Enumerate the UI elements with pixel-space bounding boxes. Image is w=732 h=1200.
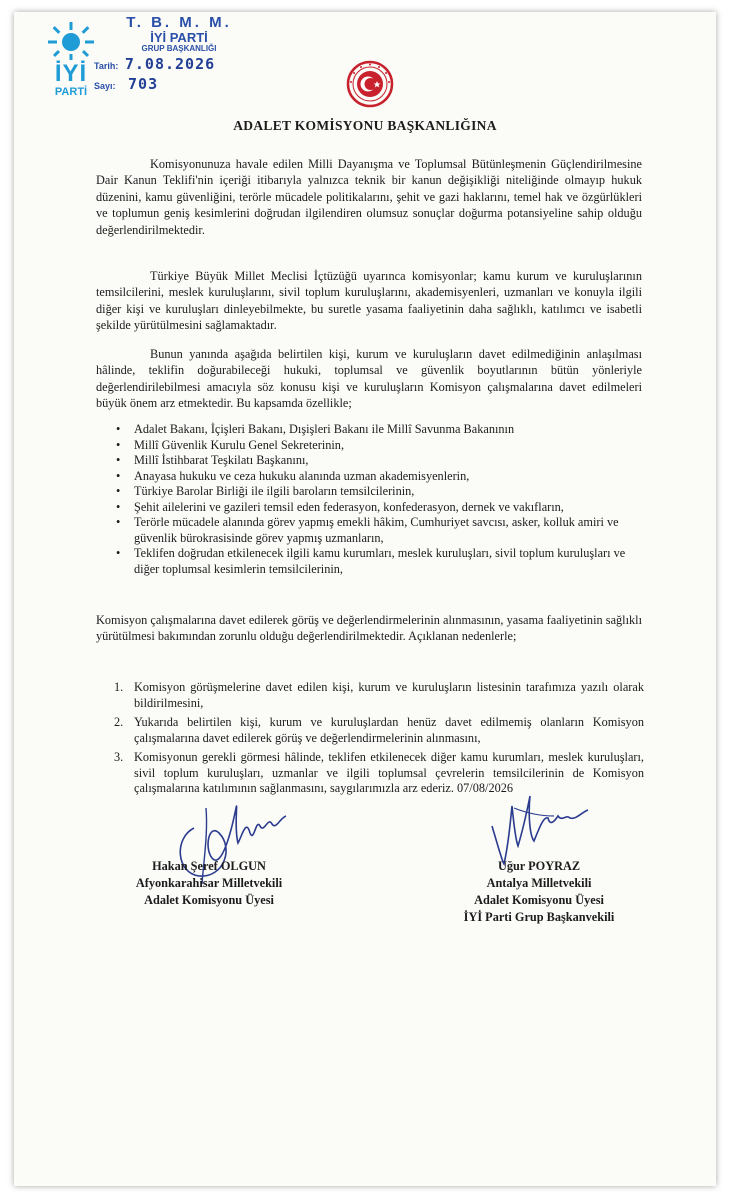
stamp-line1: T. B. M. M. [126,14,232,31]
paragraph-1 [96,156,642,238]
logo-text: İYİ [54,60,88,87]
list-item [114,680,644,711]
signer-position: İYİ Parti Grup Başkanvekili [463,910,615,924]
paragraph-4 [96,612,642,645]
list-number: 2. [114,715,124,729]
signer-name: Hakan Şeref OLGUN [152,859,266,873]
signer-name: Uğur POYRAZ [497,859,581,873]
stamp-date-label: Tarih: [94,61,119,71]
paragraph-4-text: Komisyon çalışmalarına davet edilerek görüş ve değerlendirmelerinin alınmasının, yasama faaliyetinin sağlıklı yürütülmesi bakımından zorunlu olduğu değerlendirilmektedir. Açıklanan nedenlerle; [96,613,642,644]
paragraph-3-text: Bunun yanında aşağıda belirtilen kişi, kurum ve kuruluşların davet edilmediğinin anlaşılması hâlinde, teklifin doğurabileceği hukuki, toplumsal ve güvenlik boyutlarının bütün yönleriyle değerlendirilebilmesi amacıyla söz konusu kişi ve kuruluşların Komisyon çalışmalarına davet edilmeleri büyük önem arz etmektedir. Bu kapsamda özellikle; [96,347,642,411]
invitee-bullet-list [114,422,644,577]
stamp-number-row [94,75,264,93]
list-item: • Anayasa hukuku ve ceza hukuku alanında uzman akademisyenlerin, [114,469,644,485]
registration-stamp [94,14,264,93]
signature-block-olgun [114,858,304,909]
paragraph-1-text: Komisyonunuza havale edilen Milli Dayanışma ve Toplumsal Bütünleşmenin Güçlendirilmesine Dair Kanun Teklifi'nin içeriği itibarıyla yalnızca teknik bir kanun değişikliği niteliğinde olmayıp hukuk düzenini, kamu güvenliğini, terörle mücadele politikalarını, şehit ve gazi haklarını, temel hak ve özgürlükleri ve toplumun geniş kesimlerini doğrudan ilgilendiren olumsuz sonuçlar doğurma potansiyeline sahip olduğu değerlendirilmektedir. [96,157,642,237]
request-numbered-list [114,680,644,801]
list-item: • Adalet Bakanı, İçişleri Bakanı, Dışişleri Bakanı ile Millî Savunma Bakanının [114,422,644,438]
list-text: Yukarıda belirtilen kişi, kurum ve kuruluşlardan henüz davet edilmemiş olanların Komisyon çalışmalarına davet edilerek görüş ve değerlendirmelerinin alınmasını, [134,715,644,745]
list-item: • Terörle mücadele alanında görev yapmış emekli hâkim, Cumhuriyet savcısı, asker, kolluk amiri ve güvenlik bürokrasisinde görev yapmış uzmanların, [114,515,644,546]
signer-title: Antalya Milletvekili [486,876,592,890]
logo-subtext: PARTİ [54,86,88,98]
stamp-line3: GRUP BAŞKANLIĞI [141,44,217,53]
list-item: • Şehit ailelerini ve gazileri temsil eden federasyon, konfederasyon, dernek ve vakıfların, [114,500,644,516]
stamp-date-value: 7.08.2026 [124,55,216,73]
signer-role: Adalet Komisyonu Üyesi [144,893,274,907]
paragraph-3 [96,346,642,412]
list-text: Komisyon görüşmelerine davet edilen kişi, kurum ve kuruluşların listesinin tarafımıza yazılı olarak bildirilmesini, [134,680,644,710]
paragraph-2 [96,268,642,334]
list-number: 3. [114,750,124,764]
document-page [14,12,716,1186]
stamp-number-value: 703 [128,75,159,93]
list-number: 1. [114,680,124,694]
stamp-number-label: Sayı: [94,81,116,91]
signer-title: Afyonkarahisar Milletvekili [135,876,283,890]
stamp-date-row [94,55,264,73]
signature-block-poyraz [434,858,644,926]
list-item: • Millî İstihbarat Teşkilatı Başkanını, [114,453,644,469]
signer-role: Adalet Komisyonu Üyesi [474,893,604,907]
list-item: • Teklifen doğrudan etkilenecek ilgili kamu kurumları, meslek kuruluşları, sivil toplum kuruluşları ve diğer toplumsal kesimlerin temsilcilerinin, [114,546,644,577]
list-item: • Millî Güvenlik Kurulu Genel Sekreterinin, [114,438,644,454]
paragraph-2-text: Türkiye Büyük Millet Meclisi İçtüzüğü uyarınca komisyonlar; kamu kurum ve kuruluşlarının temsilcilerini, meslek kuruluşlarını, sivil toplum kuruluşlarını, akademisyenleri, uzmanları ve konuyla ilgili diğer kişi ve kuruluşları dinleyebilmekte, bu suretle yasama faaliyetinin daha sağlıklı, katılımcı ve isabetli şekilde yürütülmesini sağlamaktadır. [96,269,642,333]
list-text: Komisyonun gerekli görmesi hâlinde, teklifen etkilenecek diğer kamu kurumları, meslek kuruluşları, sivil toplum kuruluşları, uzmanlar ve ilgili toplumsal çevrelerin temsilcilerinin de Komisyon çalışmalarına katılımının sağlanmasını, saygılarımızla arz ederiz. 07/08/2026 [134,750,644,795]
tbmm-emblem-icon [346,60,394,108]
signature-poyraz-icon [484,786,594,866]
list-item [114,715,644,746]
document-title: ADALET KOMİSYONU BAŞKANLIĞINA [233,118,497,133]
list-item: • Türkiye Barolar Birliği ile ilgili baroların temsilcilerinin, [114,484,644,500]
stamp-line2: İYİ PARTİ [150,30,208,45]
